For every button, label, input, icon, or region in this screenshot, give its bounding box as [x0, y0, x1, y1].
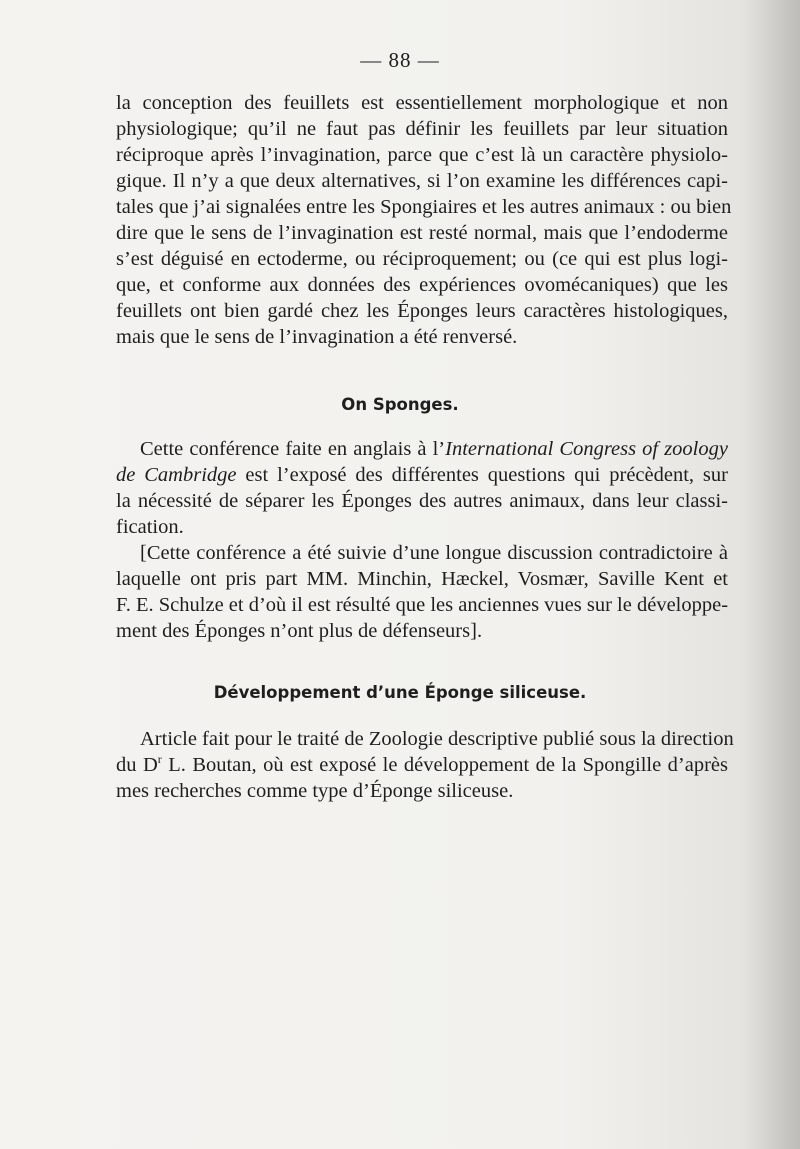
text-run: Cette conférence faite en anglais à l’ — [140, 438, 446, 460]
text-line: [Cette conférence a été suivie d’une longue discussion contradictoire à — [140, 542, 728, 564]
text-line: mais que le sens de l’invagination a été renversé. — [116, 326, 518, 348]
text-line: fication. — [116, 516, 184, 538]
text-line: ment des Éponges n’ont plus de défenseurs]. — [116, 620, 483, 642]
paragraph-invagination — [116, 90, 732, 350]
text-line: dire que le sens de l’invagination est resté normal, mais que l’endoderme — [116, 222, 728, 244]
text-line: mes recherches comme type d’Éponge siliceuse. — [116, 780, 514, 802]
text-line: s’est déguisé en ectoderme, ou réciproquement; ou (ce qui est plus logi- — [116, 248, 728, 270]
text-run: du D — [116, 754, 158, 776]
text-line: la conception des feuillets est essentiellement morphologique et non — [116, 92, 728, 114]
text-line — [116, 462, 728, 488]
text-run: L. Boutan, où est exposé le développement de la Spongille d’après — [161, 754, 728, 776]
text-line: F. E. Schulze et d’où il est résulté que les anciennes vues sur le développe- — [116, 594, 729, 616]
text-line: réciproque après l’invagination, parce que c’est là un caractère physiolo- — [116, 144, 728, 166]
text-line: la nécessité de séparer les Éponges des autres animaux, dans leur classi- — [116, 490, 728, 512]
text-run-italic: International Congress of zoology — [445, 438, 728, 460]
text-line: Article fait pour le traité de Zoologie descriptive publié sous la direction — [140, 728, 734, 750]
text-run-italic: de Cambridge — [116, 464, 237, 486]
text-line — [116, 752, 728, 778]
text-run: est l’exposé des différentes questions qui précèdent, sur — [236, 464, 728, 486]
text-line — [116, 436, 728, 462]
text-line: physiologique; qu’il ne faut pas définir les feuillets par leur situation — [116, 118, 728, 140]
section-heading-developpement: Développement d’une Éponge siliceuse. — [213, 683, 587, 702]
paragraph-on-sponges — [116, 436, 728, 540]
superscript: r — [157, 752, 162, 767]
paragraph-discussion-note — [116, 540, 728, 644]
text-line: laquelle ont pris part MM. Minchin, Hæckel, Vosmær, Saville Kent et — [116, 568, 728, 590]
text-line: que, et conforme aux données des expériences ovomécaniques) que les — [116, 274, 728, 296]
text-line: feuillets ont bien gardé chez les Éponges leurs caractères histologiques, — [116, 300, 728, 322]
page-number: — 88 — — [360, 48, 440, 72]
paragraph-developpement — [116, 726, 734, 804]
section-heading-on-sponges: On Sponges. — [341, 395, 459, 414]
text-line: tales que j’ai signalées entre les Spongiaires et les autres animaux : ou bien — [116, 196, 732, 218]
text-line: gique. Il n’y a que deux alternatives, si l’on examine les différences capi- — [116, 170, 728, 192]
